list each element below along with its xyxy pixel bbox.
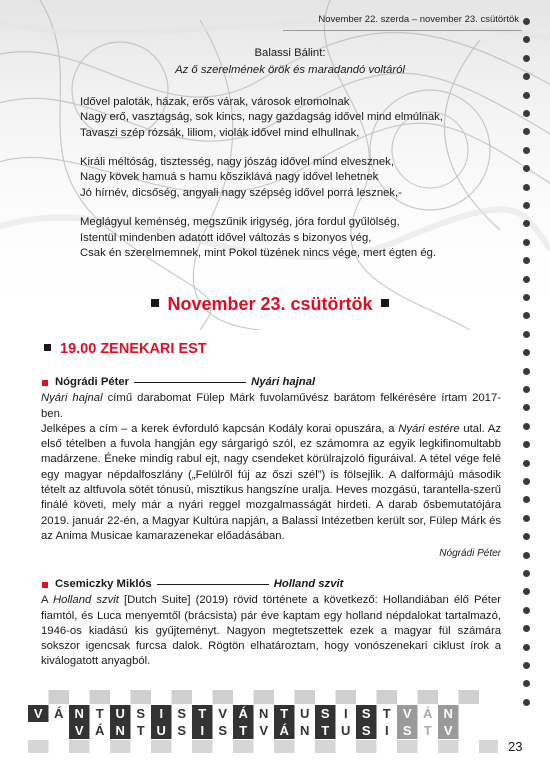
logo-letter: T [280,706,289,721]
decorative-dot [523,533,530,540]
decorative-dot [523,239,530,246]
poem-line: Nagy erő, vasztagság, sok kincs, nagy gazdagság idővel mind elmúlnak, [80,111,443,124]
decorative-dot [523,552,530,559]
logo-letter: Á [54,706,64,721]
program-note-paragraph [41,422,501,544]
decorative-dot [523,496,530,503]
decorative-dot [523,478,530,485]
poem-line: Nagy kövek hamuá s hamu kősziklává nagy idővel lehetnek [80,171,379,184]
bullet-square-icon [44,344,51,351]
logo-checker-tile [69,740,90,753]
decorative-dot [523,699,530,706]
logo-letter: N [300,723,310,738]
decorative-dot [523,73,530,80]
program-note-header [41,577,501,592]
day-heading [0,294,540,315]
logo-letter: T [423,723,432,738]
logo-letter: S [361,706,371,721]
decorative-dot [523,644,530,651]
decorative-dot [523,257,530,264]
logo-letter: V [443,723,453,738]
logo-letter: T [382,706,391,721]
poem-stanza [80,155,500,201]
logo-checker-tile [110,740,131,753]
piece-title: Nyári hajnal [251,376,316,388]
logo-letter: N [115,723,125,738]
side-dot-column [521,18,533,718]
program-note-nogradi [41,375,501,562]
bullet-square-icon [151,299,159,307]
event-heading [44,341,207,357]
logo-checker-tile [418,690,439,704]
logo-letter: Á [238,706,248,721]
bullet-square-icon [381,299,389,307]
logo-letter: V [74,723,84,738]
decorative-dot [523,662,530,669]
logo-letter: Á [423,706,433,721]
paragraph-text: Jelképes a cím – a kerek évforduló kapcsán Kodály korai opuszára, a [41,422,399,435]
header-divider [283,30,522,31]
page-number: 23 [508,739,523,754]
logo-letter: U [341,723,351,738]
decorative-dot [523,515,530,522]
decorative-dot [523,625,530,632]
logo-checker-tile [274,740,295,753]
header-date-range: November 22. szerda – november 23. csütörtök [318,14,519,25]
logo-checker-tile [377,690,398,704]
decorative-dot [523,128,530,135]
logo-checker-tile [479,740,498,753]
header-rule-line [134,382,246,383]
decorative-dot [523,460,530,467]
logo-letter: S [177,706,187,721]
logo-letter: S [177,723,187,738]
header-rule-line [157,584,269,585]
decorative-dot [523,55,530,62]
logo-letter: S [136,706,146,721]
logo-letter: Á [279,723,289,738]
logo-checker-tile [90,690,111,704]
logo-letter: I [159,706,164,721]
logo-checker-tile [397,740,418,753]
poem-line: Idővel paloták, házak, erős várak, városok elromolnak [80,95,350,108]
poem-line: Királi méltóság, tisztesség, nagy jószág idővel mind elvesznek, [80,156,394,169]
decorative-dot [523,331,530,338]
red-bullet-icon [42,380,48,386]
program-note-paragraph [41,593,501,669]
logo-letter: N [74,706,84,721]
decorative-dot [523,423,530,430]
logo-checker-tile [438,740,459,753]
logo-letter: T [239,723,248,738]
logo-checker-tile [131,690,152,704]
decorative-dot [523,202,530,209]
logo-letter: N [443,706,453,721]
piece-title: Holland szvit [273,578,344,590]
decorative-dot [523,368,530,375]
logo-letter: V [218,706,228,721]
decorative-dot [523,404,530,411]
logo-letter: N [259,706,269,721]
logo-letter: V [33,706,43,721]
decorative-dot [523,441,530,448]
italic-title-ref: Nyári estére [398,422,460,435]
logo-checker-tile [151,740,172,753]
logo-letter: U [115,706,125,721]
logo-letter: S [218,723,228,738]
logo-checker-tile [459,690,480,704]
logo-letter: I [384,723,389,738]
program-note-csemiczky [41,577,501,670]
paragraph-text: [Dutch Suite] (2019) rövid története a következő: Hollandiában élő Péter fiamtól, és Luca menyemtől (brácsista) pár éve kaptam egy holland népdalokat tartalmazó, 1946-os kiadású kis gyűjteményt. Nagyon megtetszettek ezek a magyar fül számára sokszor igencsak furcsa dalok. Rögtön elhatároztam, hogy vonószenekari ciklust írok a kiválogatott anyagból. [41,594,501,668]
logo-letter: Á [95,723,105,738]
logo-letter: U [300,706,310,721]
logo-letter: V [402,706,412,721]
poem-line: Meglágyul keménség, megszűnik irigység, jóra fordul gyűlölség, [80,216,400,229]
decorative-dot [523,349,530,356]
poem-line: Jó hírnév, dicsőség, angyali nagy szépség idővel porrá lesznek,- [80,186,402,199]
logo-checker-tile [356,740,377,753]
decorative-dot [523,220,530,227]
composer-name: Csemiczky Miklós [55,578,152,590]
logo-letter: I [343,706,348,721]
logo-checker-tile [28,740,49,753]
logo-checker-tile [315,740,336,753]
author-signature: Nógrádi Péter [439,548,501,560]
poem-line: Csak én szerelmemnek, mint Pokol tüzének nincs vége, mert égten ég. [80,247,437,260]
logo-checker-tile [254,690,275,704]
paragraph-text: utal. Az első tételben a fuvola hangján egy sárgarigó szól, ez számomra az egyik legkifinomultabb madárzene. Éneke mindig rabul ejt, nagy csendeket körülrajzoló figuráival. A tétel vége felé egy magyar népdalfoszlány („Felülről fúj az őszi szél”) is fölsejlik. A dalformájú második tételt az altfuvola sötét tónusú, misztikus hangszíne uralja. Heves mozgású, tarantella-szerű finálé követi, mely már a nyári reggel mozgalmasságát hirdeti. A darab ősbemutatójára 2019. január 22-én, a Magyar Kultúra napján, a Balassi Intézetben került sor, Fülep Márk és az Anima Musicae kamarazenekar előadásában. [41,422,501,542]
logo-checker-tile [213,690,234,704]
logo-letter: T [136,723,145,738]
logo-letter: S [361,723,371,738]
logo-letter: S [402,723,412,738]
day-heading-text: November 23. csütörtök [167,294,373,314]
poem-stanza [80,95,500,141]
decorative-dot [523,386,530,393]
paragraph-text: című darabomat Fülep Márk fuvolaművész barátom felkérésére írtam 2017-ben. [41,392,501,420]
logo-letter: T [198,706,207,721]
logo-checker-tile [172,690,193,704]
italic-title-ref: Nyári hajnal [41,392,103,405]
decorative-dot [523,184,530,191]
logo-letter: T [95,706,104,721]
decorative-dot [523,165,530,172]
decorative-dot [523,680,530,687]
logo-checker-tile [192,740,213,753]
decorative-dot [523,18,530,25]
logo-letter: T [321,723,330,738]
logo-checker-tile [336,690,357,704]
program-note-header [41,375,501,390]
logo-checker-tile [233,740,254,753]
decorative-dot [523,276,530,283]
decorative-dot [523,92,530,99]
event-heading-text: 19.00 ZENEKARI EST [60,341,207,357]
composer-name: Nógrádi Péter [55,376,130,388]
paragraph-text: A [41,594,53,607]
logo-letter: S [320,706,330,721]
decorative-dot [523,570,530,577]
italic-title-ref: Holland szvit [52,594,119,607]
logo-letter: V [259,723,269,738]
logo-checker-tile [49,690,70,704]
decorative-dot [523,588,530,595]
decorative-dot [523,110,530,117]
logo-checker-tile [295,690,316,704]
decorative-dot [523,147,530,154]
poem-stanza [80,215,500,261]
red-bullet-icon [42,582,48,588]
poem-line: Tavaszi szép rózsák, liliom, violák idővel mind elhullnak, [80,126,360,139]
program-note-paragraph [41,391,501,422]
decorative-dot [523,607,530,614]
logo-letter: I [200,723,205,738]
decorative-dot [523,36,530,43]
logo-letter: U [156,723,166,738]
vantus-istvan-logo [28,690,498,758]
poem-title: Az ő szerelmének örök és maradandó voltáról [175,64,405,77]
poem-author: Balassi Bálint: [254,47,326,59]
poem-block [80,46,500,275]
poem-line: Istentül mindenben adatott idővel változás s bizonyos vég, [80,231,372,244]
